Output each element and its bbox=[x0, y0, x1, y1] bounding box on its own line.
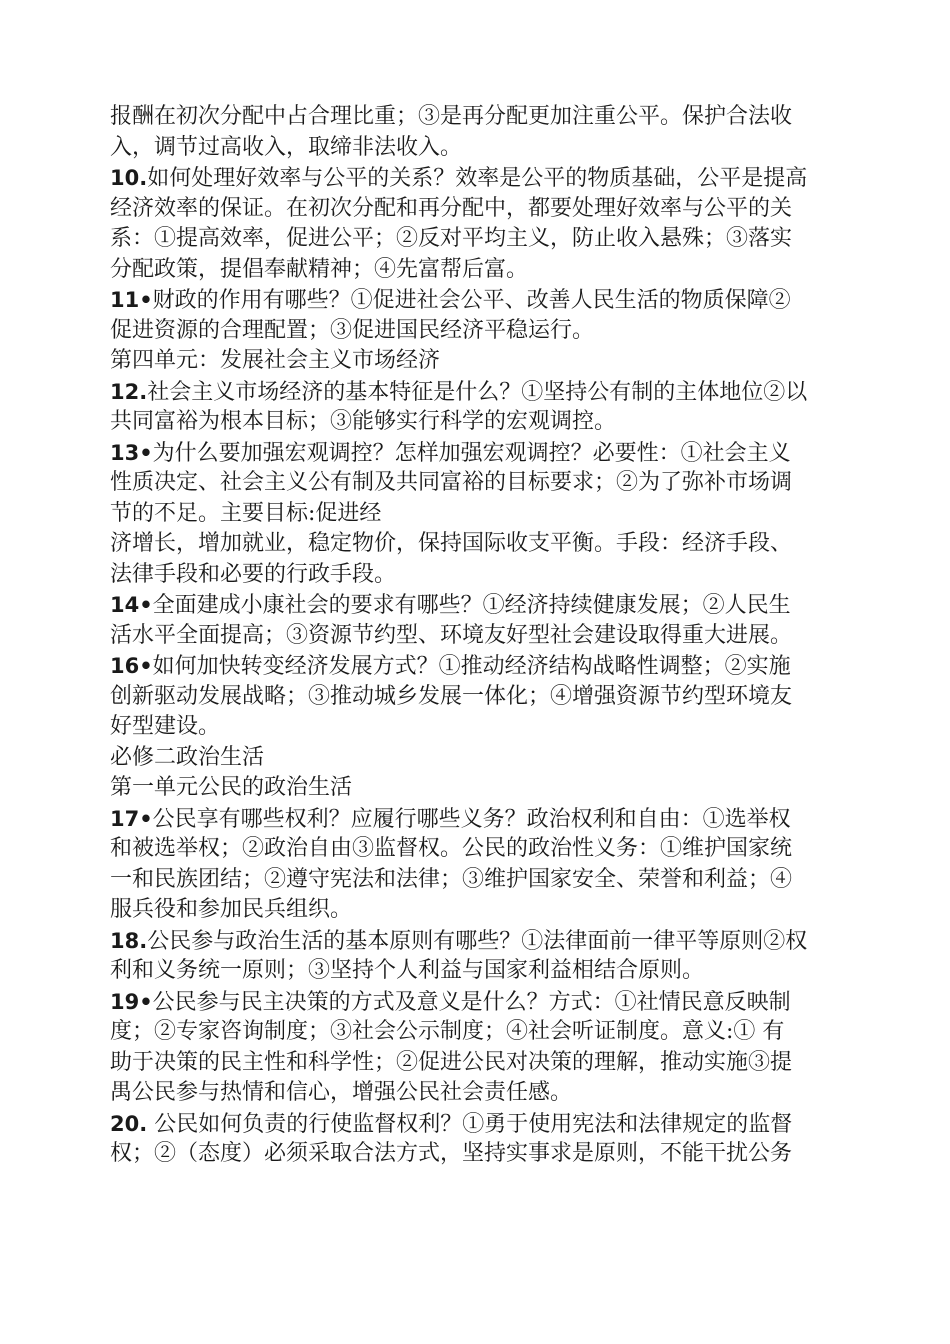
line-text: 好型建设。 bbox=[110, 714, 221, 739]
line-text: 公民参与民主决策的方式及意义是什么？方式：①社情民意反映制 bbox=[152, 989, 791, 1015]
text-line bbox=[110, 163, 845, 194]
text-line bbox=[110, 895, 845, 926]
text-line bbox=[110, 956, 845, 987]
line-text: 分配政策，提倡奉献精神；④先富帮后富。 bbox=[110, 256, 529, 282]
text-line bbox=[110, 926, 845, 957]
line-text: 公民享有哪些权利？应履行哪些义务？政治权利和自由：①选举权 bbox=[152, 806, 791, 832]
line-text: 济增长，增加就业，稳定物价，保持国际收支平衡。手段：经济手段、 bbox=[110, 531, 793, 556]
line-text: 助于决策的民主性和科学性；②促进公民对决策的理解，推动实施③提 bbox=[110, 1049, 793, 1075]
text-line bbox=[110, 133, 845, 164]
line-text: 入，调节过高收入，取缔非法收入。 bbox=[110, 134, 463, 160]
text-line bbox=[110, 255, 845, 286]
line-text: 利和义务统一原则；③坚持个人利益与国家利益相结合原则。 bbox=[110, 958, 705, 983]
line-text: 服兵役和参加民兵组织。 bbox=[110, 897, 353, 922]
line-text: 第四单元：发展社会主义市场经济 bbox=[110, 348, 441, 373]
line-text: 一和民族团结；②遵守宪法和法律；③维护国家安全、荣誉和利益；④ bbox=[110, 866, 793, 892]
line-text: 活水平全面提高；③资源节约型、环境友好型社会建设取得重大进展。 bbox=[110, 622, 793, 648]
line-text: 必修二政治生活 bbox=[110, 744, 265, 770]
line-text: 如何加快转变经济发展方式？①推动经济结构战略性调整；②实施 bbox=[152, 654, 791, 679]
line-text: 财政的作用有哪些？①促进社会公平、改善人民生活的物质保障② bbox=[152, 288, 791, 313]
line-text: 性质决定、社会主义公有制及共同富裕的目标要求；②为了弥补市场调 bbox=[110, 470, 793, 495]
question-number: 12. bbox=[110, 379, 148, 404]
line-text: 创新驱动发展战略；③推动城乡发展一体化；④增强资源节约型环境友 bbox=[110, 683, 793, 709]
line-text: 全面建成小康社会的要求有哪些？①经济持续健康发展；②人民生 bbox=[152, 593, 791, 618]
line-text: 公民如何负责的行使监督权利？①勇于使用宪法和法律规定的监督 bbox=[147, 1111, 793, 1137]
question-number: 17• bbox=[110, 806, 153, 831]
line-text: 公民参与政治生活的基本原则有哪些？①法律面前一律平等原则②权 bbox=[147, 928, 808, 954]
line-text: 节的不足。主要目标:促进经 bbox=[110, 500, 382, 526]
line-text: 系：①提高效率，促进公平；②反对平均主义，防止收入悬殊；③落实 bbox=[110, 226, 793, 251]
line-text: 如何处理好效率与公平的关系？效率是公平的物质基础，公平是提高 bbox=[147, 166, 808, 191]
line-text: 和被选举权；②政治自由③监督权。公民的政治性义务：①维护国家统 bbox=[110, 836, 793, 861]
text-line bbox=[110, 377, 845, 408]
text-line bbox=[110, 529, 845, 560]
text-line bbox=[110, 316, 845, 347]
text-line bbox=[110, 651, 845, 682]
text-line bbox=[110, 224, 845, 255]
text-line bbox=[110, 773, 845, 804]
question-number: 13• bbox=[110, 440, 153, 465]
question-number: 11• bbox=[110, 288, 153, 312]
question-number: 18. bbox=[110, 928, 148, 953]
text-line bbox=[110, 1139, 845, 1170]
text-line bbox=[110, 407, 845, 438]
question-number: 19• bbox=[110, 989, 153, 1014]
line-text: 共同富裕为根本目标；③能够实行科学的宏观调控。 bbox=[110, 409, 617, 434]
line-text: 第一单元公民的政治生活 bbox=[110, 775, 353, 800]
text-line bbox=[110, 438, 845, 469]
text-line bbox=[110, 499, 845, 530]
question-number: 14• bbox=[110, 593, 153, 617]
text-line bbox=[110, 1048, 845, 1079]
text-line bbox=[110, 743, 845, 774]
line-text: 度；②专家咨询制度；③社会公示制度；④社会听证制度。意义:① 有 bbox=[110, 1019, 785, 1044]
document-body bbox=[110, 102, 845, 1170]
text-line bbox=[110, 682, 845, 713]
line-text: 禺公民参与热情和信心，增强公民社会责任感。 bbox=[110, 1080, 573, 1105]
question-number: 20. bbox=[110, 1111, 148, 1136]
line-text: 促进资源的合理配置；③促进国民经济平稳运行。 bbox=[110, 317, 595, 343]
text-line bbox=[110, 1017, 845, 1048]
text-line bbox=[110, 1109, 845, 1140]
text-line bbox=[110, 560, 845, 591]
line-text: 报酬在初次分配中占合理比重；③是再分配更加注重公平。保护合法收 bbox=[110, 104, 793, 129]
text-line bbox=[110, 621, 845, 652]
text-line bbox=[110, 1078, 845, 1109]
line-text: 为什么要加强宏观调控？怎样加强宏观调控？必要性：①社会主义 bbox=[152, 440, 791, 466]
line-text: 权；②（态度）必须采取合法方式，坚持实事求是原则，不能干扰公务 bbox=[110, 1141, 793, 1166]
question-number: 16• bbox=[110, 654, 153, 678]
text-line bbox=[110, 346, 845, 377]
text-line bbox=[110, 285, 845, 316]
text-line bbox=[110, 468, 845, 499]
text-line bbox=[110, 865, 845, 896]
text-line bbox=[110, 590, 845, 621]
text-line bbox=[110, 804, 845, 835]
text-line bbox=[110, 102, 845, 133]
text-line bbox=[110, 194, 845, 225]
line-text: 经济效率的保证。在初次分配和再分配中，都要处理好效率与公平的关 bbox=[110, 195, 793, 221]
question-number: 10. bbox=[110, 166, 148, 190]
line-text: 社会主义市场经济的基本特征是什么？①坚持公有制的主体地位②以 bbox=[147, 379, 808, 405]
text-line bbox=[110, 987, 845, 1018]
text-line bbox=[110, 712, 845, 743]
line-text: 法律手段和必要的行政手段。 bbox=[110, 561, 397, 587]
text-line bbox=[110, 834, 845, 865]
